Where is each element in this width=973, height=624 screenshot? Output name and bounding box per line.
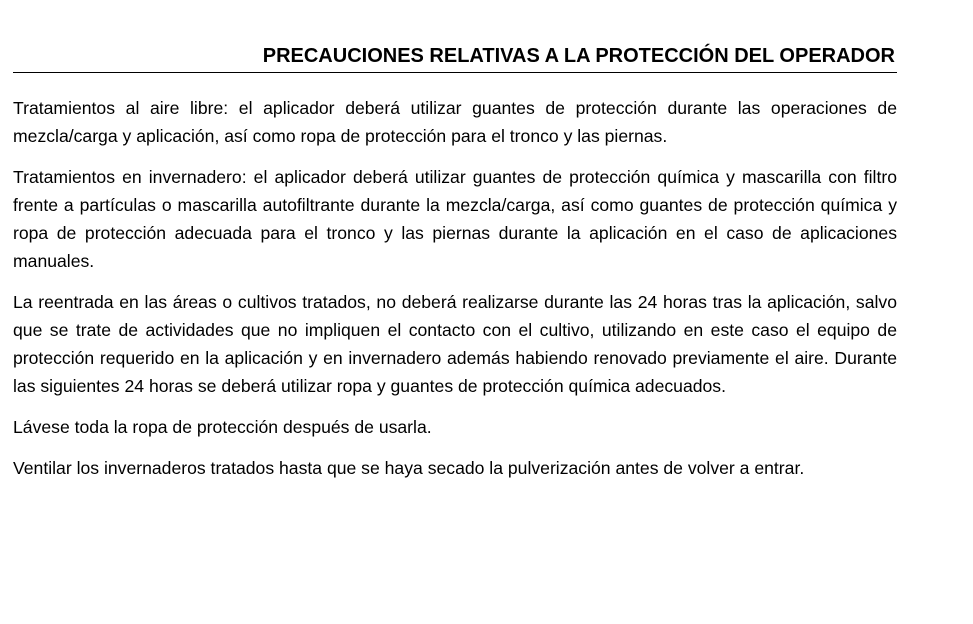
document-page <box>13 42 897 495</box>
paragraph-ventilate-greenhouses: Ventilar los invernaderos tratados hasta que se haya secado la pulverización antes de volver a entrar. <box>13 458 805 478</box>
paragraph-greenhouse-treatments: Tratamientos en invernadero: el aplicador deberá utilizar guantes de protección química y mascarilla con filtro frente a partículas o mascarilla autofiltrante durante la mezcla/carga, así como guantes de protección química y ropa de protección adecuada para el tronco y las piernas durante la aplicación en el caso de aplicaciones manuales. <box>13 167 897 271</box>
paragraph-wash-clothing: Lávese toda la ropa de protección después de usarla. <box>13 417 432 437</box>
paragraph-outdoor-treatments: Tratamientos al aire libre: el aplicador deberá utilizar guantes de protección durante las operaciones de mezcla/carga y aplicación, así como ropa de protección para el tronco y las piernas. <box>13 98 897 146</box>
paragraph-reentry: La reentrada en las áreas o cultivos tratados, no deberá realizarse durante las 24 horas tras la aplicación, salvo que se trate de actividades que no impliquen el contacto con el cultivo, utilizando en este caso el equipo de protección requerido en la aplicación y en invernadero además habiendo renovado previamente el aire. Durante las siguientes 24 horas se deberá utilizar ropa y guantes de protección química adecuados. <box>13 292 897 396</box>
section-title: PRECAUCIONES RELATIVAS A LA PROTECCIÓN DEL OPERADOR <box>262 45 895 67</box>
title-underline-divider <box>13 72 897 73</box>
